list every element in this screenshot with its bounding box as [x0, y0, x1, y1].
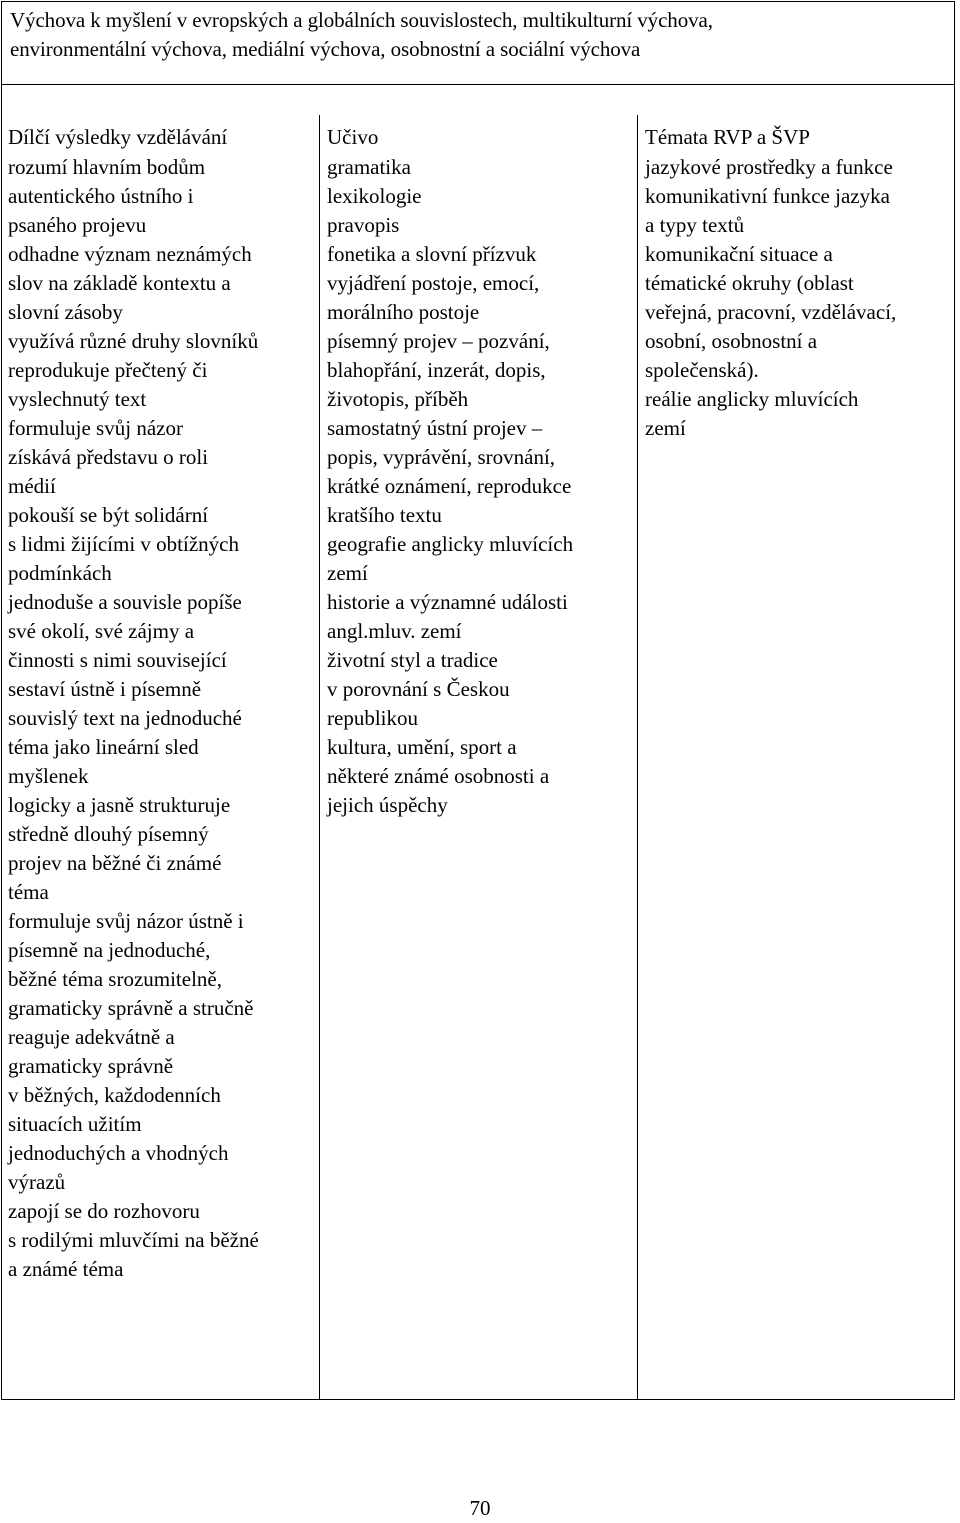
text-line: téma jako lineární sled — [8, 735, 199, 759]
outcomes-column — [8, 122, 316, 1284]
text-line: situacích užitím — [8, 1112, 142, 1136]
text-line: reálie anglicky mluvících — [645, 387, 859, 411]
text-line: jednoduše a souvisle popíše — [8, 590, 242, 614]
text-line: podmínkách — [8, 561, 112, 585]
text-line: jejich úspěchy — [327, 793, 448, 817]
text-line: souvislý text na jednoduché — [8, 706, 242, 730]
text-line: angl.mluv. zemí — [327, 619, 462, 643]
text-line: výrazů — [8, 1170, 66, 1194]
curriculum-list — [327, 153, 635, 820]
cross-curricular-themes-text — [10, 6, 950, 64]
text-line: středně dlouhý písemný — [8, 822, 209, 846]
outcomes-list — [8, 153, 316, 1284]
text-line: popis, vyprávění, srovnání, — [327, 445, 556, 469]
text-line: a typy textů — [645, 213, 745, 237]
text-line: některé známé osobnosti a — [327, 764, 550, 788]
topics-list — [645, 153, 955, 443]
text-line: médií — [8, 474, 56, 498]
text-line: pokouší se být solidární — [8, 503, 209, 527]
text-line: slovní zásoby — [8, 300, 123, 324]
text-line: autentického ústního i — [8, 184, 194, 208]
text-line: osobní, osobnostní a — [645, 329, 818, 353]
text-line: písemně na jednoduché, — [8, 938, 211, 962]
text-line: lexikologie — [327, 184, 422, 208]
text-line: využívá různé druhy slovníků — [8, 329, 259, 353]
text-line: krátké oznámení, reprodukce — [327, 474, 572, 498]
text-line: komunikativní funkce jazyka — [645, 184, 890, 208]
text-line: jednoduchých a vhodných — [8, 1141, 229, 1165]
text-line: komunikační situace a — [645, 242, 833, 266]
topics-column — [645, 122, 955, 443]
text-line: psaného projevu — [8, 213, 147, 237]
column-divider-1 — [319, 115, 320, 1399]
text-line: formuluje svůj názor — [8, 416, 183, 440]
text-line: projev na běžné či známé — [8, 851, 222, 875]
text-line: veřejná, pracovní, vzdělávací, — [645, 300, 897, 324]
text-line: kratšího textu — [327, 503, 442, 527]
text-line: blahopřání, inzerát, dopis, — [327, 358, 546, 382]
text-line: morálního postoje — [327, 300, 480, 324]
text-line: zapojí se do rozhovoru — [8, 1199, 200, 1223]
text-line: gramatika — [327, 155, 411, 179]
text-line: životopis, příběh — [327, 387, 469, 411]
column-divider-2 — [637, 115, 638, 1399]
text-line: zemí — [645, 416, 686, 440]
text-line: sestaví ústně i písemně — [8, 677, 202, 701]
text-line: logicky a jasně strukturuje — [8, 793, 231, 817]
header-line-2: environmentální výchova, mediální výchova, osobnostní a sociální výchova — [10, 37, 641, 61]
text-line: s lidmi žijícími v obtížných — [8, 532, 239, 556]
text-line: fonetika a slovní přízvuk — [327, 242, 537, 266]
text-line: gramaticky správně — [8, 1054, 174, 1078]
text-line: získává představu o roli — [8, 445, 209, 469]
text-line: zemí — [327, 561, 368, 585]
text-line: gramaticky správně a stručně — [8, 996, 254, 1020]
text-line: formuluje svůj názor ústně i — [8, 909, 244, 933]
text-line: s rodilými mluvčími na běžné — [8, 1228, 259, 1252]
outcomes-column-header: Dílčí výsledky vzdělávání — [8, 125, 228, 149]
text-line: činnosti s nimi související — [8, 648, 227, 672]
header-line-1: Výchova k myšlení v evropských a globálních souvislostech, multikulturní výchova, — [10, 8, 713, 32]
text-line: pravopis — [327, 213, 400, 237]
text-line: společenská). — [645, 358, 759, 382]
text-line: geografie anglicky mluvících — [327, 532, 574, 556]
text-line: životní styl a tradice — [327, 648, 498, 672]
cross-curricular-themes-box — [1, 1, 955, 85]
topics-column-header: Témata RVP a ŠVP — [645, 125, 810, 149]
text-line: a známé téma — [8, 1257, 124, 1281]
text-line: reprodukuje přečtený či — [8, 358, 208, 382]
text-line: historie a významné události — [327, 590, 568, 614]
text-line: písemný projev – pozvání, — [327, 329, 550, 353]
text-line: samostatný ústní projev – — [327, 416, 543, 440]
text-line: reaguje adekvátně a — [8, 1025, 175, 1049]
text-line: rozumí hlavním bodům — [8, 155, 206, 179]
text-line: vyslechnutý text — [8, 387, 147, 411]
text-line: vyjádření postoje, emocí, — [327, 271, 540, 295]
text-line: běžné téma srozumitelně, — [8, 967, 222, 991]
text-line: jazykové prostředky a funkce — [645, 155, 893, 179]
text-line: slov na základě kontextu a — [8, 271, 231, 295]
curriculum-column — [327, 122, 635, 820]
text-line: myšlenek — [8, 764, 89, 788]
page-number: 70 — [469, 1496, 491, 1520]
text-line: v běžných, každodenních — [8, 1083, 221, 1107]
text-line: své okolí, své zájmy a — [8, 619, 195, 643]
text-line: kultura, umění, sport a — [327, 735, 517, 759]
text-line: republikou — [327, 706, 418, 730]
curriculum-column-header: Učivo — [327, 125, 379, 149]
text-line: v porovnání s Českou — [327, 677, 510, 701]
text-line: téma — [8, 880, 49, 904]
text-line: tématické okruhy (oblast — [645, 271, 854, 295]
text-line: odhadne význam neznámých — [8, 242, 252, 266]
